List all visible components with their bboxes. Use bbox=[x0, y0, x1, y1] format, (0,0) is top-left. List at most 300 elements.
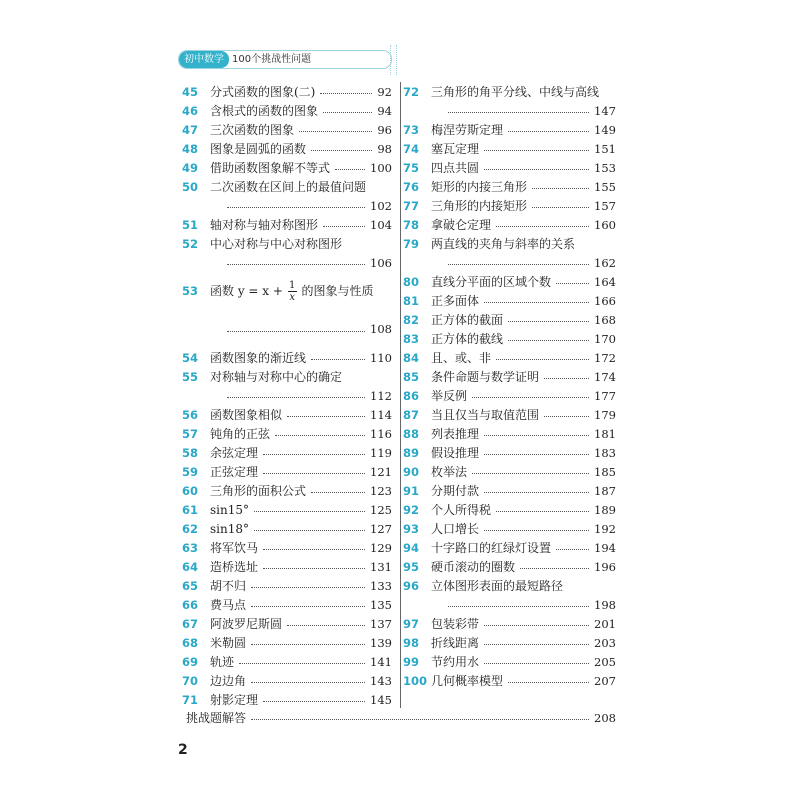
leader-dots bbox=[544, 416, 589, 417]
toc-entry-title: 枚举法 bbox=[431, 465, 468, 479]
leader-dots bbox=[448, 606, 589, 607]
toc-entry[interactable] bbox=[182, 348, 392, 367]
toc-entry-page: 98 bbox=[377, 141, 392, 156]
toc-entry-title: 正多面体 bbox=[431, 294, 480, 308]
toc-entry[interactable] bbox=[182, 652, 392, 671]
toc-entry-page: 116 bbox=[370, 426, 392, 441]
toc-entry[interactable] bbox=[403, 215, 616, 234]
toc-entry-line bbox=[403, 633, 616, 652]
toc-entry-page: 106 bbox=[370, 255, 392, 270]
toc-entry-number: 100 bbox=[403, 673, 428, 688]
toc-entry-number: 57 bbox=[182, 426, 199, 441]
toc-entry-number: 82 bbox=[403, 312, 420, 327]
toc-entry-number: 73 bbox=[403, 122, 420, 137]
toc-entry-title: 对称轴与对称中心的确定 bbox=[210, 370, 343, 384]
toc-entry-title: 梅涅劳斯定理 bbox=[431, 123, 504, 137]
toc-entry-number: 55 bbox=[182, 369, 199, 384]
toc-entry[interactable] bbox=[403, 196, 616, 215]
leader-dots bbox=[320, 93, 372, 94]
toc-entry-line bbox=[403, 329, 616, 348]
leader-dots bbox=[484, 492, 589, 493]
leader-dots bbox=[287, 625, 365, 626]
toc-entry-title: 正弦定理 bbox=[210, 465, 259, 479]
toc-entry-line bbox=[403, 576, 616, 595]
toc-entry-page: 162 bbox=[594, 255, 616, 270]
leader-dots bbox=[227, 397, 365, 398]
toc-entry-title: 胡不归 bbox=[210, 579, 247, 593]
toc-entry-title: 轨迹 bbox=[210, 655, 235, 669]
toc-entry-number: 56 bbox=[182, 407, 199, 422]
toc-entry-number: 83 bbox=[403, 331, 420, 346]
toc-entry[interactable] bbox=[182, 424, 392, 443]
toc-entry-page: 114 bbox=[370, 407, 392, 422]
toc-entry-page: 123 bbox=[370, 483, 392, 498]
toc-entry-title: 阿波罗尼斯圆 bbox=[210, 617, 283, 631]
toc-entry-number: 60 bbox=[182, 483, 199, 498]
toc-entry[interactable] bbox=[403, 424, 616, 443]
toc-entry[interactable] bbox=[182, 690, 392, 709]
toc-entry[interactable] bbox=[182, 481, 392, 500]
leader-dots bbox=[311, 150, 372, 151]
toc-entry-page: 157 bbox=[594, 198, 616, 213]
toc-entry-line bbox=[182, 139, 392, 158]
toc-entry-page: 143 bbox=[370, 673, 392, 688]
toc-entry-number: 88 bbox=[403, 426, 420, 441]
toc-entry-page: 147 bbox=[594, 103, 616, 118]
toc-entry-page: 192 bbox=[594, 521, 616, 536]
toc-entry-line bbox=[403, 291, 616, 310]
toc-entry-number: 53 bbox=[182, 284, 199, 298]
toc-entry-line bbox=[403, 101, 616, 120]
toc-entry[interactable] bbox=[182, 120, 392, 139]
toc-entry[interactable] bbox=[403, 329, 616, 348]
toc-entry-page: 185 bbox=[594, 464, 616, 479]
toc-entry-line bbox=[403, 310, 616, 329]
toc-entry-title: 人口增长 bbox=[431, 522, 480, 536]
toc-entry-number: 77 bbox=[403, 198, 420, 213]
toc-entry-line bbox=[403, 196, 616, 215]
leader-dots bbox=[227, 264, 365, 265]
toc-entry-page: 102 bbox=[370, 198, 392, 213]
toc-entry-page: 160 bbox=[594, 217, 616, 232]
leader-dots bbox=[251, 606, 365, 607]
toc-entry-line bbox=[182, 272, 392, 310]
toc-entry-title: 费马点 bbox=[210, 598, 247, 612]
toc-entry-title: 分式函数的图象(二) bbox=[210, 85, 316, 99]
toc-entry-line bbox=[403, 272, 616, 291]
leader-dots bbox=[263, 454, 365, 455]
toc-entry-number: 46 bbox=[182, 103, 199, 118]
header-tag: 初中数学 bbox=[179, 51, 229, 68]
toc-entry-number: 81 bbox=[403, 293, 420, 308]
toc-entry-number: 91 bbox=[403, 483, 420, 498]
toc-entry-line bbox=[403, 614, 616, 633]
toc-entry-page: 137 bbox=[370, 616, 392, 631]
toc-entry[interactable] bbox=[403, 633, 616, 652]
toc-entry-number: 96 bbox=[403, 578, 420, 593]
toc-entry-title: 十字路口的红绿灯设置 bbox=[431, 541, 552, 555]
toc-entry-title: 余弦定理 bbox=[210, 446, 259, 460]
toc-entry-line bbox=[182, 519, 392, 538]
toc-entry-page: 121 bbox=[370, 464, 392, 479]
leader-dots bbox=[323, 226, 365, 227]
leader-dots bbox=[472, 397, 589, 398]
toc-entry-line bbox=[403, 557, 616, 576]
toc-entry-title: 中心对称与中心对称图形 bbox=[210, 237, 343, 251]
toc-entry[interactable] bbox=[403, 348, 616, 367]
toc-entry-title: 米勒圆 bbox=[210, 636, 247, 650]
toc-entry[interactable] bbox=[182, 234, 392, 272]
toc-entry[interactable] bbox=[403, 234, 616, 272]
toc-entry-page: 139 bbox=[370, 635, 392, 650]
leader-dots bbox=[484, 530, 589, 531]
toc-entry-title: 二次函数在区间上的最值问题 bbox=[210, 180, 367, 194]
toc-entry-title: 借助函数图象解不等式 bbox=[210, 161, 331, 175]
toc-entry-title: 造桥选址 bbox=[210, 560, 259, 574]
leader-dots bbox=[532, 188, 589, 189]
toc-entry[interactable] bbox=[403, 177, 616, 196]
toc-entry-title: 立体图形表面的最短路径 bbox=[431, 579, 564, 593]
toc-entry-line bbox=[182, 82, 392, 101]
leader-dots bbox=[263, 568, 365, 569]
toc-entry[interactable] bbox=[182, 367, 392, 405]
toc-entry-number: 45 bbox=[182, 84, 199, 99]
leader-dots bbox=[508, 340, 589, 341]
toc-entry-title: 拿破仑定理 bbox=[431, 218, 492, 232]
running-header bbox=[178, 50, 392, 69]
toc-entry-line bbox=[403, 481, 616, 500]
toc-entry-line bbox=[182, 614, 392, 633]
toc-entry-title: sin18° bbox=[210, 521, 249, 536]
leader-dots bbox=[520, 568, 589, 569]
toc-entry-page: 179 bbox=[594, 407, 616, 422]
toc-entry-number: 93 bbox=[403, 521, 420, 536]
leader-dots bbox=[263, 549, 365, 550]
leader-dots bbox=[287, 416, 365, 417]
toc-entry[interactable] bbox=[403, 652, 616, 671]
toc-entry-number: 74 bbox=[403, 141, 420, 156]
leader-dots bbox=[556, 549, 589, 550]
toc-entry-line bbox=[182, 538, 392, 557]
toc-entry-line bbox=[403, 424, 616, 443]
toc-entry-number: 80 bbox=[403, 274, 420, 289]
toc-entry-page: 177 bbox=[594, 388, 616, 403]
toc-entry-title: 轴对称与轴对称图形 bbox=[210, 218, 319, 232]
toc-entry-title: 正方体的截线 bbox=[431, 332, 504, 346]
toc-entry-line bbox=[403, 234, 616, 253]
toc-entry-title: 四点共圆 bbox=[431, 161, 480, 175]
toc-entry-number: 66 bbox=[182, 597, 199, 612]
leader-dots bbox=[496, 511, 589, 512]
toc-entry-title: 射影定理 bbox=[210, 693, 259, 707]
toc-entry-line bbox=[182, 500, 392, 519]
toc-entry[interactable] bbox=[182, 519, 392, 538]
toc-entry-page: 108 bbox=[370, 322, 392, 336]
toc-entry[interactable] bbox=[182, 500, 392, 519]
toc-entry-number: 75 bbox=[403, 160, 420, 175]
toc-entry-line bbox=[182, 234, 392, 253]
leader-dots bbox=[254, 530, 365, 531]
leader-dots bbox=[263, 473, 365, 474]
leader-dots bbox=[484, 169, 589, 170]
toc-entry-line bbox=[403, 158, 616, 177]
leader-dots bbox=[484, 150, 589, 151]
toc-entry-title: 塞瓦定理 bbox=[431, 142, 480, 156]
leader-dots bbox=[484, 625, 589, 626]
leader-dots bbox=[251, 587, 365, 588]
toc-entry-number: 54 bbox=[182, 350, 199, 365]
toc-entry-number: 62 bbox=[182, 521, 199, 536]
toc-entry-title: 函数图象相似 bbox=[210, 408, 283, 422]
toc-entry-number: 63 bbox=[182, 540, 199, 555]
toc-entry-number: 59 bbox=[182, 464, 199, 479]
toc-entry-page: 153 bbox=[594, 160, 616, 175]
leader-dots bbox=[251, 719, 589, 720]
leader-dots bbox=[335, 169, 365, 170]
leader-dots bbox=[448, 112, 589, 113]
toc-column-right bbox=[403, 82, 616, 690]
toc-entry[interactable] bbox=[403, 481, 616, 500]
toc-entry-number: 89 bbox=[403, 445, 420, 460]
leader-dots bbox=[484, 435, 589, 436]
toc-entry-answers[interactable] bbox=[186, 708, 616, 727]
toc-entry-title: 折线距离 bbox=[431, 636, 480, 650]
toc-entry-line bbox=[182, 120, 392, 139]
toc-entry-title: 三角形的面积公式 bbox=[210, 484, 307, 498]
leader-dots bbox=[496, 359, 589, 360]
toc-entry-title: 且、或、非 bbox=[431, 351, 492, 365]
toc-entry-line bbox=[182, 576, 392, 595]
leader-dots bbox=[227, 331, 365, 332]
toc-entry[interactable] bbox=[182, 462, 392, 481]
toc-entry[interactable] bbox=[403, 139, 616, 158]
toc-entry-title: 举反例 bbox=[431, 389, 468, 403]
toc-entry-line bbox=[182, 652, 392, 671]
header-title: 100个挑战性问题 bbox=[232, 54, 312, 65]
toc-entry[interactable] bbox=[403, 291, 616, 310]
toc-entry-page: 155 bbox=[594, 179, 616, 194]
toc-entry[interactable] bbox=[403, 120, 616, 139]
toc-entry[interactable] bbox=[403, 443, 616, 462]
toc-entry-title: 挑战题解答 bbox=[186, 711, 247, 725]
toc-entry-line bbox=[182, 633, 392, 652]
toc-entry-number: 84 bbox=[403, 350, 420, 365]
toc-entry[interactable] bbox=[403, 519, 616, 538]
toc-entry[interactable] bbox=[403, 500, 616, 519]
header-decoration bbox=[390, 45, 397, 75]
leader-dots bbox=[254, 511, 365, 512]
toc-entry-line bbox=[182, 196, 392, 215]
toc-entry[interactable] bbox=[182, 177, 392, 215]
leader-dots bbox=[311, 359, 365, 360]
toc-entry-line bbox=[182, 557, 392, 576]
toc-entry-page: 164 bbox=[594, 274, 616, 289]
toc-entry-page: 119 bbox=[370, 445, 392, 460]
toc-entry[interactable] bbox=[182, 272, 392, 348]
toc-entry-page: 96 bbox=[377, 122, 392, 137]
leader-dots bbox=[484, 454, 589, 455]
toc-entry[interactable] bbox=[403, 462, 616, 481]
toc-entry-number: 71 bbox=[182, 692, 199, 707]
toc-entry-page: 149 bbox=[594, 122, 616, 137]
toc-entry-line bbox=[403, 671, 616, 690]
toc-entry-number: 67 bbox=[182, 616, 199, 631]
toc-entry[interactable] bbox=[403, 538, 616, 557]
toc-entry[interactable] bbox=[182, 576, 392, 595]
leader-dots bbox=[484, 302, 589, 303]
toc-entry-line bbox=[403, 253, 616, 272]
toc-entry-line bbox=[403, 177, 616, 196]
toc-entry-page: 196 bbox=[594, 559, 616, 574]
toc-entry[interactable] bbox=[182, 405, 392, 424]
toc-entry-number: 52 bbox=[182, 236, 199, 251]
toc-column-left bbox=[182, 82, 392, 709]
toc-entry[interactable] bbox=[403, 576, 616, 614]
toc-entry[interactable] bbox=[403, 82, 616, 120]
toc-entry-number: 99 bbox=[403, 654, 420, 669]
toc-entry-number: 58 bbox=[182, 445, 199, 460]
toc-entry-line bbox=[403, 139, 616, 158]
toc-entry-title: 函数 y = x + $\frac{1}{x}$ 的图象与性质 bbox=[210, 279, 374, 303]
leader-dots bbox=[532, 207, 589, 208]
toc-entry[interactable] bbox=[403, 671, 616, 690]
toc-entry-line bbox=[182, 424, 392, 443]
toc-entry-page: 194 bbox=[594, 540, 616, 555]
toc-entry[interactable] bbox=[182, 101, 392, 120]
toc-entry[interactable] bbox=[182, 215, 392, 234]
toc-entry-title: 假设推理 bbox=[431, 446, 480, 460]
toc-entry-line bbox=[182, 443, 392, 462]
toc-entry-line bbox=[403, 348, 616, 367]
leader-dots bbox=[275, 435, 365, 436]
toc-entry-title: 列表推理 bbox=[431, 427, 480, 441]
leader-dots bbox=[311, 492, 365, 493]
toc-entry[interactable] bbox=[182, 538, 392, 557]
toc-entry-line bbox=[403, 386, 616, 405]
toc-entry[interactable] bbox=[403, 158, 616, 177]
toc-entry-number: 72 bbox=[403, 84, 420, 99]
leader-dots bbox=[323, 112, 372, 113]
toc-entry[interactable] bbox=[403, 367, 616, 386]
toc-entry-line bbox=[403, 82, 616, 101]
toc-entry-number: 98 bbox=[403, 635, 420, 650]
toc-entry-page: 133 bbox=[370, 578, 392, 593]
toc-entry[interactable] bbox=[403, 557, 616, 576]
toc-entry-line bbox=[403, 405, 616, 424]
toc-entry[interactable] bbox=[403, 614, 616, 633]
toc-entry-line bbox=[182, 690, 392, 709]
toc-entry[interactable] bbox=[182, 158, 392, 177]
toc-entry-title: 函数图象的渐近线 bbox=[210, 351, 307, 365]
toc-entry-line bbox=[182, 253, 392, 272]
toc-entry-page: 208 bbox=[594, 710, 616, 725]
toc-entry-page: 183 bbox=[594, 445, 616, 460]
toc-entry-title: 条件命题与数学证明 bbox=[431, 370, 540, 384]
leader-dots bbox=[251, 682, 365, 683]
toc-entry-line bbox=[182, 671, 392, 690]
toc-entry[interactable] bbox=[182, 633, 392, 652]
toc-entry[interactable] bbox=[403, 272, 616, 291]
toc-entry-number: 61 bbox=[182, 502, 199, 517]
column-divider bbox=[400, 82, 401, 708]
toc-entry-title: 节约用水 bbox=[431, 655, 480, 669]
toc-entry-line bbox=[403, 652, 616, 671]
toc-entry-line bbox=[182, 462, 392, 481]
toc-entry[interactable] bbox=[182, 595, 392, 614]
toc-entry-number: 64 bbox=[182, 559, 199, 574]
toc-entry-number: 68 bbox=[182, 635, 199, 650]
toc-entry-title: 三角形的内接矩形 bbox=[431, 199, 528, 213]
toc-entry-number: 85 bbox=[403, 369, 420, 384]
leader-dots bbox=[508, 321, 589, 322]
toc-entry[interactable] bbox=[182, 82, 392, 101]
toc-entry[interactable] bbox=[403, 310, 616, 329]
toc-entry-line bbox=[403, 120, 616, 139]
toc-entry-line bbox=[182, 386, 392, 405]
toc-entry-line bbox=[403, 595, 616, 614]
toc-entry-page: 187 bbox=[594, 483, 616, 498]
leader-dots bbox=[227, 207, 365, 208]
toc-entry-title: 边边角 bbox=[210, 674, 247, 688]
toc-entry-page: 198 bbox=[594, 597, 616, 612]
toc-entry-line bbox=[182, 177, 392, 196]
toc-entry-page: 92 bbox=[377, 84, 392, 99]
leader-dots bbox=[508, 131, 589, 132]
toc-entry-title: 分期付款 bbox=[431, 484, 480, 498]
toc-entry[interactable] bbox=[403, 405, 616, 424]
leader-dots bbox=[484, 663, 589, 664]
toc-entry-page: 181 bbox=[594, 426, 616, 441]
toc-entry-number: 79 bbox=[403, 236, 420, 251]
toc-entry-page: 151 bbox=[594, 141, 616, 156]
toc-entry-line bbox=[403, 367, 616, 386]
leader-dots bbox=[544, 378, 589, 379]
toc-entry-number: 48 bbox=[182, 141, 199, 156]
toc-entry-page: 168 bbox=[594, 312, 616, 327]
toc-entry[interactable] bbox=[182, 443, 392, 462]
leader-dots bbox=[263, 701, 365, 702]
leader-dots bbox=[299, 131, 372, 132]
toc-entry-number: 86 bbox=[403, 388, 420, 403]
toc-entry-page: 205 bbox=[594, 654, 616, 669]
toc-entry-title: 当且仅当与取值范围 bbox=[431, 408, 540, 422]
toc-entry-line bbox=[182, 595, 392, 614]
leader-dots bbox=[556, 283, 589, 284]
toc-entry-page: 170 bbox=[594, 331, 616, 346]
toc-entry-title: 两直线的夹角与斜率的关系 bbox=[431, 237, 576, 251]
toc-entry[interactable] bbox=[182, 139, 392, 158]
toc-entry-line bbox=[403, 215, 616, 234]
toc-entry[interactable] bbox=[182, 614, 392, 633]
toc-entry-title: 直线分平面的区域个数 bbox=[431, 275, 552, 289]
toc-entry-page: 135 bbox=[370, 597, 392, 612]
toc-entry-number: 49 bbox=[182, 160, 199, 175]
toc-entry-number: 47 bbox=[182, 122, 199, 137]
toc-entry-line bbox=[403, 538, 616, 557]
toc-entry-line bbox=[403, 519, 616, 538]
toc-entry-title: 图象是圆弧的函数 bbox=[210, 142, 307, 156]
toc-entry[interactable] bbox=[182, 671, 392, 690]
leader-dots bbox=[508, 682, 589, 683]
toc-entry[interactable] bbox=[182, 557, 392, 576]
leader-dots bbox=[251, 644, 365, 645]
toc-entry[interactable] bbox=[403, 386, 616, 405]
toc-entry-line bbox=[182, 101, 392, 120]
toc-entry-page: 141 bbox=[370, 654, 392, 669]
toc-entry-page: 104 bbox=[370, 217, 392, 232]
toc-entry-page: 145 bbox=[370, 692, 392, 707]
page-number: 2 bbox=[178, 742, 188, 758]
